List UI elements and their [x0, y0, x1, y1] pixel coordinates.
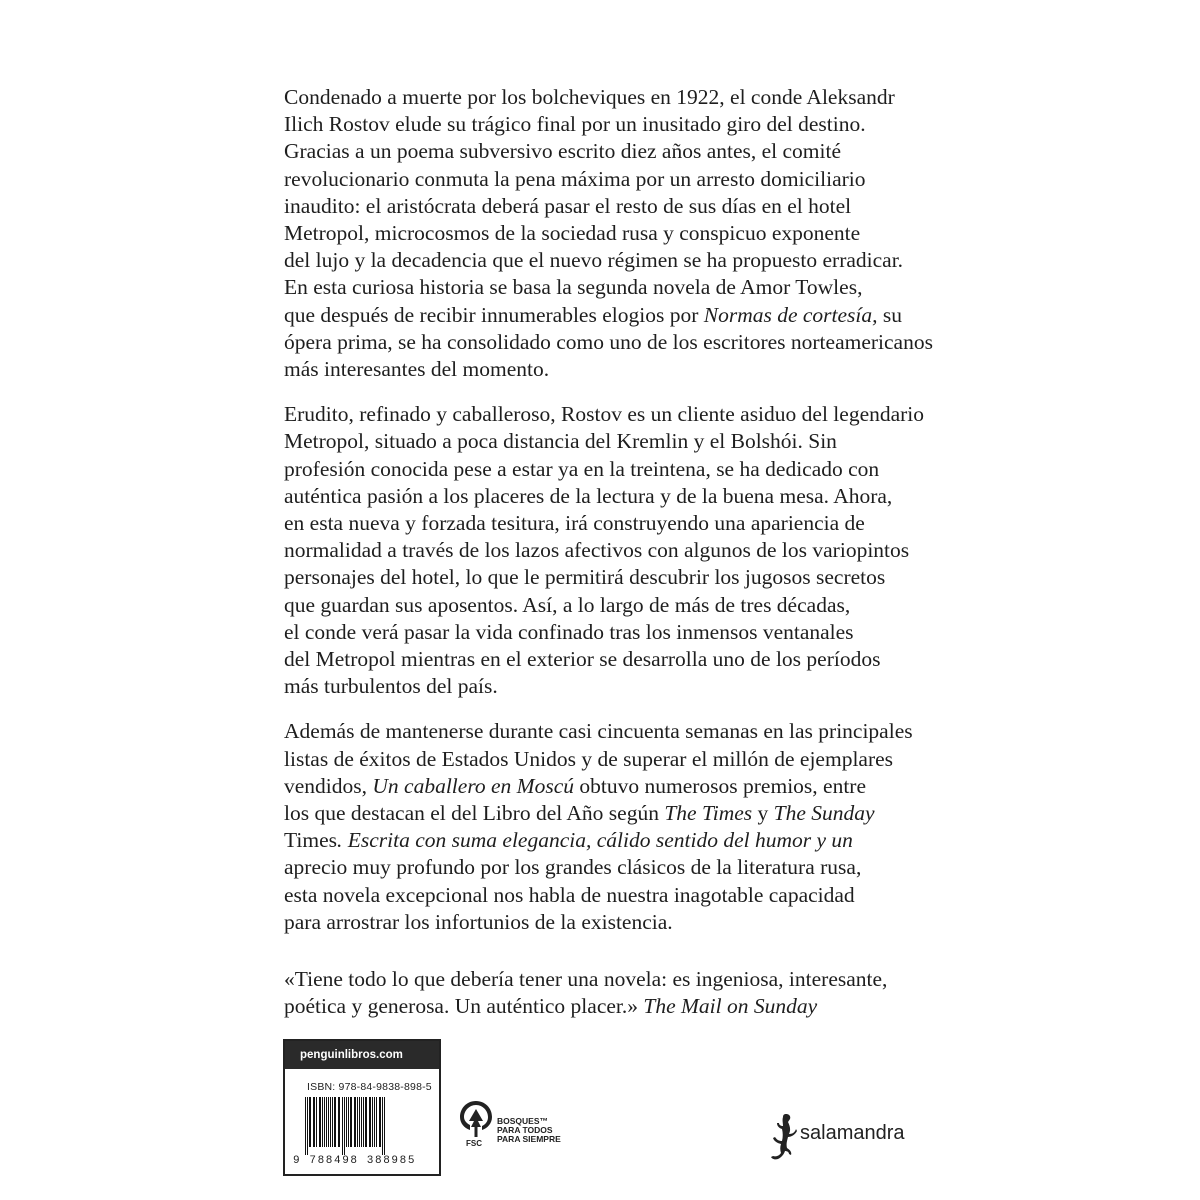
text-line [284, 166, 924, 193]
barcode-box [283, 1039, 441, 1176]
italic-title: The Times [664, 801, 753, 826]
text-run: para arrostrar los infortunios de la existencia. [284, 909, 673, 934]
text-run: Ilich Rostov elude su trágico final por un inusitado giro del destino. [284, 112, 866, 137]
text-run: Times [284, 828, 337, 853]
text-run: obtuvo numerosos premios, entre [574, 773, 867, 798]
text-line [284, 619, 924, 646]
text-run: los que destacan el del Libro del Año según [284, 801, 665, 826]
salamander-icon [770, 1112, 798, 1162]
text-run: inaudito: el aristócrata deberá pasar el resto de sus días en el hotel [284, 193, 852, 218]
text-run: Además de mantenerse durante casi cincuenta semanas en las principales [284, 719, 913, 744]
text-line [284, 993, 924, 1020]
text-run: del lujo y la decadencia que el nuevo régimen se ha propuesto erradicar. [284, 248, 904, 273]
text-run: poética y generosa. Un auténtico placer.» [284, 994, 644, 1019]
text-run: revolucionario conmuta la pena máxima por un arresto domiciliario [284, 166, 866, 191]
fsc-slogan-line: BOSQUES™ [497, 1116, 549, 1126]
paragraph [284, 718, 924, 936]
text-line [284, 592, 924, 619]
italic-title: Normas de cortesía, [703, 302, 878, 327]
text-line [284, 138, 924, 165]
text-line [284, 356, 924, 383]
website-url: penguinlibros.com [285, 1041, 439, 1069]
text-line [284, 302, 924, 329]
review-quote [284, 966, 924, 1020]
text-run: esta novela excepcional nos habla de nuestra inagotable capacidad [284, 882, 855, 907]
fsc-slogan-line: PARA SIEMPRE [497, 1134, 561, 1144]
text-run: profesión conocida pese a estar ya en la treintena, se ha dedicado con [284, 456, 880, 481]
text-line [284, 966, 924, 993]
text-line [284, 428, 924, 455]
text-run: Gracias a un poema subversivo escrito diez años antes, el comité [284, 139, 842, 164]
text-run: vendidos, [284, 773, 373, 798]
text-line [284, 193, 924, 220]
paragraph [284, 401, 924, 700]
text-run: En esta curiosa historia se basa la segunda novela de Amor Towles, [284, 275, 863, 300]
text-line [284, 773, 924, 800]
text-line [284, 510, 924, 537]
fsc-slogan-line: PARA TODOS [497, 1125, 553, 1135]
italic-title: The Mail on Sunday [643, 994, 818, 1019]
text-run: personajes del hotel, lo que le permitirá descubrir los jugosos secretos [284, 565, 886, 590]
text-line [284, 247, 924, 274]
text-line [284, 220, 924, 247]
text-line [284, 564, 924, 591]
text-run: «Tiene todo lo que debería tener una novela: es ingeniosa, interesante, [284, 967, 888, 992]
fsc-label: FSC [466, 1139, 482, 1148]
publisher-name: salamandra [800, 1122, 905, 1144]
text-run: Erudito, refinado y caballeroso, Rostov es un cliente asiduo del legendario [284, 402, 925, 427]
text-line [284, 827, 924, 854]
italic-title: Un caballero en Moscú [372, 773, 575, 798]
text-line [284, 111, 924, 138]
text-line [284, 483, 924, 510]
text-run: aprecio muy profundo por los grandes clásicos de la literatura rusa, [284, 855, 862, 880]
text-run: Condenado a muerte por los bolcheviques en 1922, el conde Aleksandr [284, 85, 895, 109]
text-run: más turbulentos del país. [284, 674, 498, 699]
fsc-tree-icon [456, 1097, 496, 1139]
text-line [284, 800, 924, 827]
text-run: que después de recibir innumerables elogios por [284, 302, 704, 327]
text-run: el conde verá pasar la vida confinado tras los inmensos ventanales [284, 619, 854, 644]
text-line [284, 84, 924, 111]
text-line [284, 329, 933, 356]
text-run: ópera prima, se ha consolidado como uno de los escritores norteamericanos [284, 329, 933, 354]
text-line [284, 401, 924, 428]
text-line [284, 456, 924, 483]
text-run: y [752, 801, 774, 826]
text-line [284, 718, 924, 745]
text-line [284, 537, 924, 564]
text-run: en esta nueva y forzada tesitura, irá construyendo una apariencia de [284, 511, 865, 536]
paragraph [284, 84, 933, 383]
text-line [284, 854, 924, 881]
text-run: que guardan sus aposentos. Así, a lo largo de más de tres décadas, [284, 592, 851, 617]
italic-title: The Sunday [773, 801, 875, 826]
fsc-slogan [497, 1117, 577, 1144]
text-line [284, 673, 924, 700]
text-run: del Metropol mientras en el exterior se desarrolla uno de los períodos [284, 647, 881, 672]
text-line [284, 274, 924, 301]
text-line [284, 882, 924, 909]
text-line [284, 909, 924, 936]
text-run: su [877, 302, 903, 327]
text-line [284, 646, 924, 673]
isbn-label: ISBN: 978-84-9838-898-5 [307, 1081, 432, 1093]
text-run: Metropol, microcosmos de la sociedad rusa y conspicuo exponente [284, 221, 861, 246]
text-run: Metropol, situado a poca distancia del Kremlin y el Bolshói. Sin [284, 429, 837, 454]
text-run: listas de éxitos de Estados Unidos y de superar el millón de ejemplares [284, 746, 894, 771]
text-run: más interesantes del momento. [284, 357, 550, 382]
text-run: auténtica pasión a los placeres de la lectura y de la buena mesa. Ahora, [284, 483, 893, 508]
italic-title: . Escrita con suma elegancia, cálido sentido del humor y un [336, 828, 853, 853]
back-cover-text [284, 84, 933, 1039]
barcode-icon [305, 1097, 423, 1155]
barcode-digits: 9 788498 388985 [293, 1155, 417, 1167]
text-run: normalidad a través de los lazos afectivos con algunos de los variopintos [284, 538, 910, 563]
text-line [284, 746, 924, 773]
